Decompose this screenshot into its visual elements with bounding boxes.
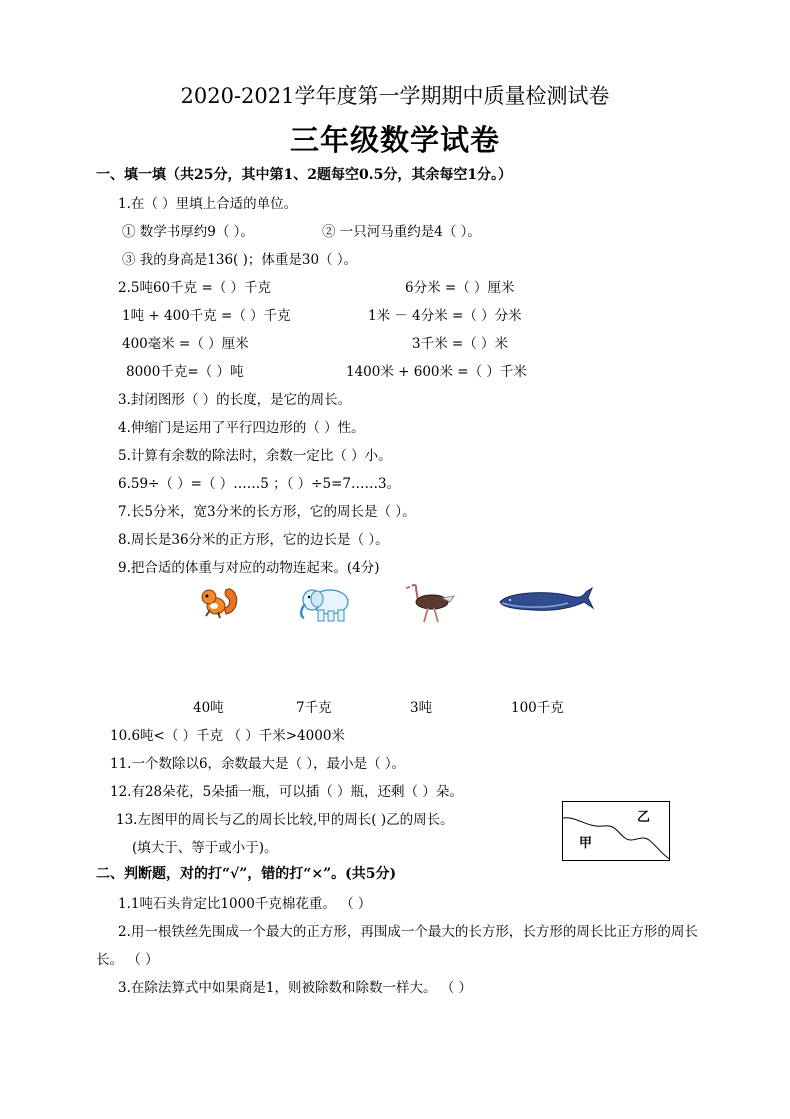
section1-heading: 一、填一填（共25分，其中第1、2题每空0.5分，其余每空1分。） — [96, 167, 513, 183]
section2-heading: 二、判断题，对的打“√”，错的打“×”。(共5分) — [96, 866, 397, 882]
question-2a-left: 2.5吨60千克 =（ ）千克 — [118, 280, 272, 296]
question-5: 5.计算有余数的除法时，余数一定比（ ）小。 — [118, 448, 392, 464]
question-10: 10.6吨<（ ）千克 （ ）千米>4000米 — [110, 728, 345, 744]
question-3: 3.封闭图形（ ）的长度，是它的周长。 — [118, 392, 352, 408]
exam-subtitle: 三年级数学试卷 — [289, 123, 500, 157]
label-yi: 乙 — [637, 810, 651, 825]
question-2d-left: 8000千克=（ ）吨 — [126, 364, 244, 380]
question-1a: ① 数学书厚约9（ ）。 — [122, 224, 254, 240]
question-6: 6.59÷（ ）=（ ）……5 ；（ ）÷5=7……3。 — [118, 476, 401, 492]
question-2c-right: 3千米 =（ ）米 — [412, 336, 508, 352]
question-2c-left: 400毫米 =（ ）厘米 — [122, 336, 249, 352]
question-2b-right: 1米 － 4分米 =（ ）分米 — [368, 308, 522, 324]
judge-question-3: 3.在除法算式中如果商是1，则被除数和除数一样大。 （ ） — [118, 980, 473, 996]
question-12: 12.有28朵花，5朵插一瓶，可以插（ ）瓶，还剩（ ）朵。 — [110, 784, 463, 800]
question-9: 9.把合适的体重与对应的动物连起来。(4分) — [118, 560, 380, 576]
ostrich-icon — [404, 582, 458, 624]
judge-question-2-line1: 2.用一根铁丝先围成一个最大的正方形，再围成一个最大的长方形，长方形的周长比正方形的周长 — [118, 924, 698, 940]
question-13: 13.左图甲的周长与乙的周长比较,甲的周长( )乙的周长。 — [116, 812, 454, 828]
exam-title: 2020-2021学年度第一学期期中质量检测试卷 — [180, 84, 610, 108]
weight-option-4: 100千克 — [511, 700, 564, 716]
question-1: 1.在（ ）里填上合适的单位。 — [118, 196, 298, 212]
squirrel-icon — [198, 584, 242, 620]
whale-icon — [498, 586, 594, 614]
weight-option-2: 7千克 — [296, 700, 332, 716]
question-7: 7.长5分米，宽3分米的长方形，它的周长是（ ）。 — [118, 504, 416, 520]
judge-question-2-line2: 长。 （ ） — [96, 952, 159, 968]
elephant-icon — [296, 584, 354, 624]
perimeter-figure — [562, 801, 670, 861]
question-8: 8.周长是36分米的正方形，它的边长是（ ）。 — [118, 532, 389, 548]
question-1c: ③ 我的身高是136( )；体重是30（ ）。 — [122, 252, 358, 268]
question-2a-right: 6分米 =（ ）厘米 — [405, 280, 515, 296]
question-1b: ② 一只河马重约是4（ ）。 — [322, 224, 481, 240]
question-4: 4.伸缩门是运用了平行四边形的（ ）性。 — [118, 420, 365, 436]
judge-question-1: 1.1吨石头肯定比1000千克棉花重。 （ ） — [118, 896, 372, 912]
question-2d-right: 1400米 + 600米 =（ ）千米 — [346, 364, 527, 380]
question-2b-left: 1吨 + 400千克 =（ ）千克 — [122, 308, 291, 324]
question-11: 11.一个数除以6，余数最大是（ ），最小是（ ）。 — [110, 756, 406, 772]
question-13-note: (填大于、等于或小于)。 — [132, 840, 278, 856]
weight-option-1: 40吨 — [193, 700, 224, 716]
label-jia: 甲 — [579, 836, 593, 851]
weight-option-3: 3吨 — [410, 700, 433, 716]
